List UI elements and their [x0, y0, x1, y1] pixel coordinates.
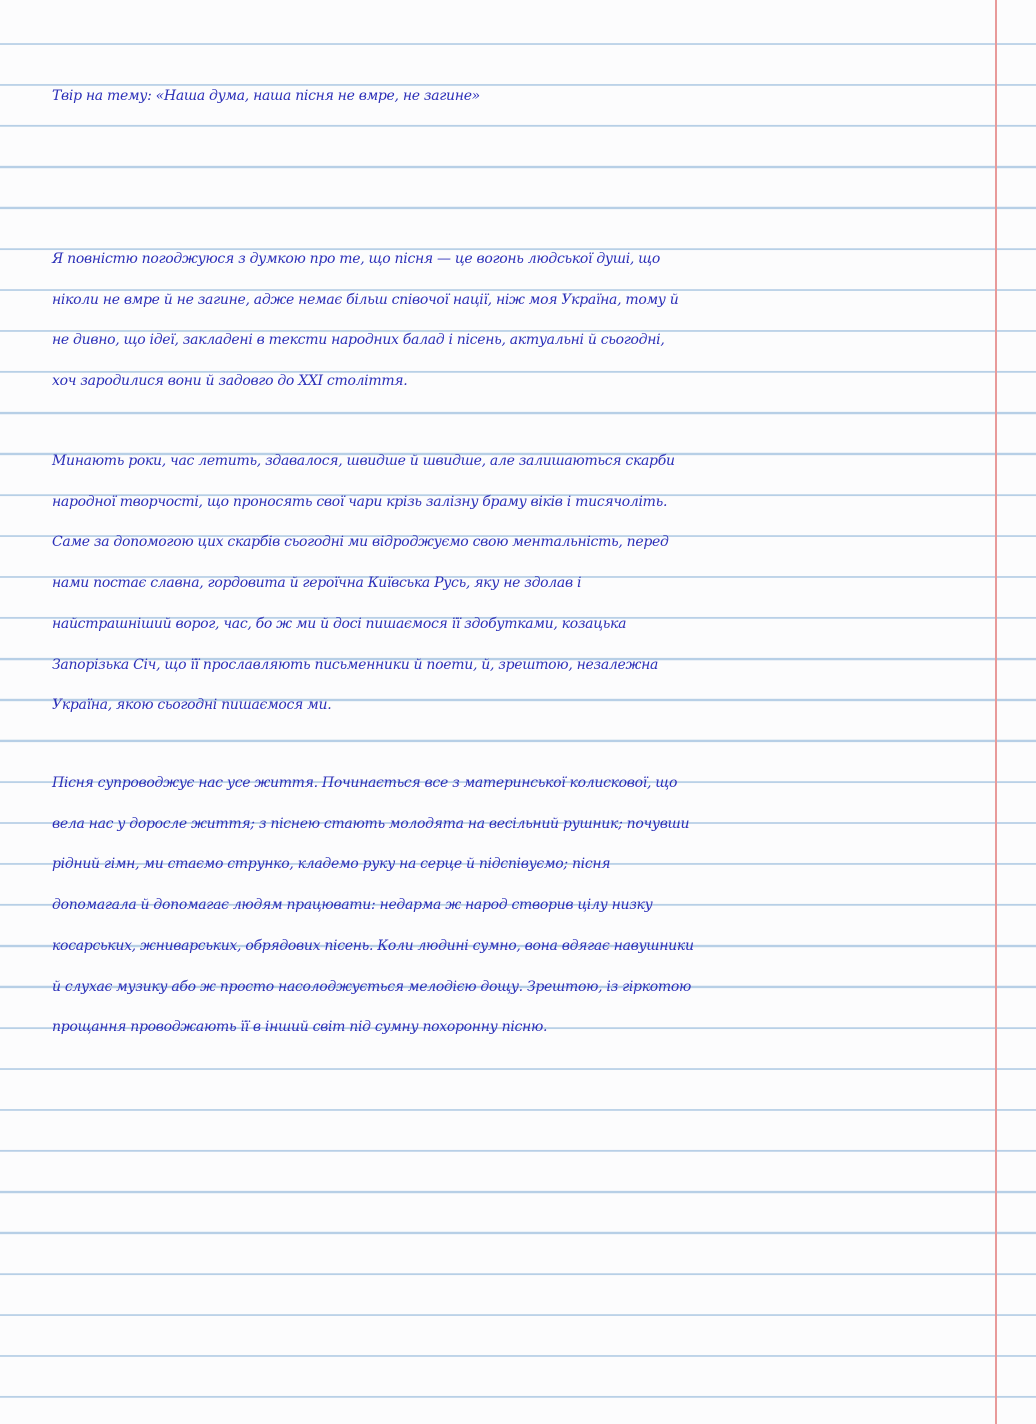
essay-paragraph-2: [52, 441, 992, 726]
essay-paragraph-1: [52, 239, 992, 402]
text-line: Україна, якою сьогодні пишаємося ми.: [52, 697, 332, 714]
text-line: хоч зародилися вони й задовго до XXI століття.: [52, 373, 408, 390]
text-line: й слухає музику або ж просто насолоджується мелодією дощу. Зрештою, із гіркотою: [52, 978, 692, 995]
text-line: допомагала й допомагає людям працювати: недарма ж народ створив цілу низку: [52, 897, 653, 914]
text-line: Запорізька Січ, що її прославляють письменники й поети, й, зрештою, незалежна: [52, 656, 659, 673]
text-line: Саме за допомогою цих скарбів сьогодні ми відроджуємо свою ментальність, перед: [52, 534, 669, 551]
text-line: вела нас у доросле життя; з піснею стають молодята на весільний рушник; почувши: [52, 815, 690, 832]
text-line: народної творчості, що проносять свої чари крізь залізну браму віків і тисячоліть.: [52, 493, 668, 510]
text-line: прощання проводжають її в інший світ під сумну похоронну пісню.: [52, 1019, 548, 1036]
text-line: нами постає славна, гордовита й героїчна Київська Русь, яку не здолав і: [52, 575, 582, 592]
text-line: косарських, жниварських, обрядових пісень. Коли людині сумно, вона вдягає навушники: [52, 937, 694, 954]
essay-title: Твір на тему: «Наша дума, наша пісня не вмре, не загине»: [52, 88, 480, 104]
text-line: ніколи не вмре й не загине, адже немає більш співочої нації, ніж моя Україна, тому й: [52, 291, 679, 308]
essay-paragraph-3: [52, 763, 992, 1048]
text-line: Пісня супроводжує нас усе життя. Починається все з материнської колискової, що: [52, 775, 678, 791]
text-line: не дивно, що ідеї, закладені в тексти народних балад і пісень, актуальні й сьогодні,: [52, 332, 665, 349]
text-line: Минають роки, час летить, здавалося, швидше й швидше, але залишаються скарби: [52, 453, 675, 469]
margin-line: [995, 0, 997, 1424]
text-line: найстрашніший ворог, час, бо ж ми й досі пишаємося її здобутками, козацька: [52, 615, 627, 632]
text-line: Я повністю погоджуюся з думкою про те, що пісня — це вогонь людської душі, що: [52, 251, 661, 267]
text-line: рідний гімн, ми стаємо струнко, кладемо руку на серце й підспівуємо; пісня: [52, 856, 611, 873]
